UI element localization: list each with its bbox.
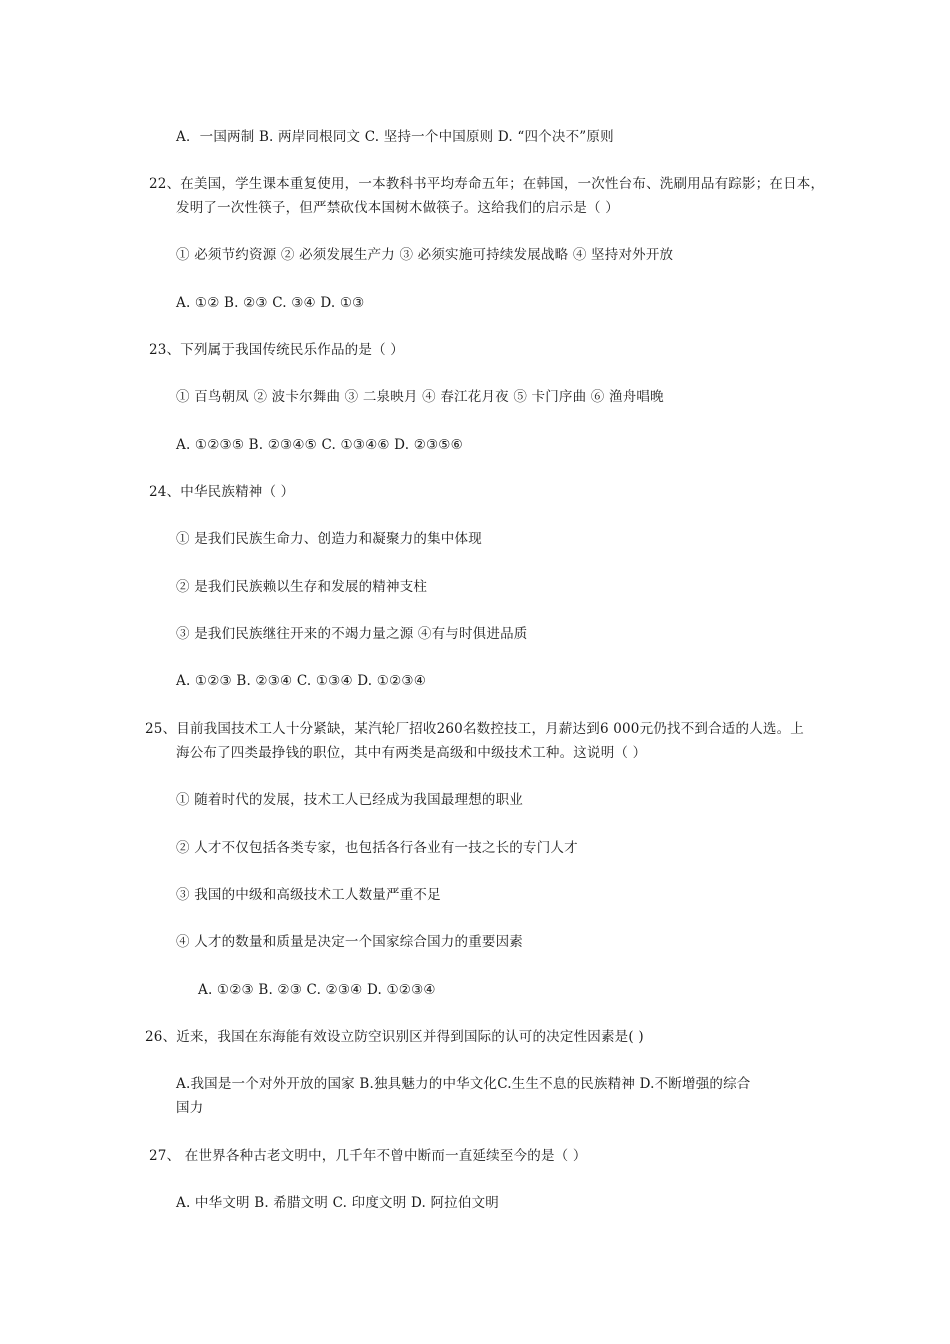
q25-item-4: ④ 人才的数量和质量是决定一个国家综合国力的重要因素 [176,934,523,950]
q26-stem: 26、近来，我国在东海能有效设立防空识别区并得到国际的认可的决定性因素是( ) [145,1029,644,1045]
q23-stem: 23、下列属于我国传统民乐作品的是（ ） [149,342,404,358]
q25-stem-line1: 25、目前我国技术工人十分紧缺，某汽轮厂招收260名数控技工，月薪达到6 000元仍找不到合适的人选。上 [145,721,804,737]
q24-item-1: ① 是我们民族生命力、创造力和凝聚力的集中体现 [176,531,482,547]
q25-item-2: ② 人才不仅包括各类专家，也包括各行各业有一技之长的专门人才 [176,840,578,856]
q24-stem: 24、中华民族精神（ ） [149,484,295,500]
q22-options: A. ①② B. ②③ C. ③④ D. ①③ [176,295,365,311]
q24-options: A. ①②③ B. ②③④ C. ①③④ D. ①②③④ [176,673,426,689]
q22-stem-line1: 22、在美国，学生课本重复使用，一本教科书平均寿命五年；在韩国，一次性台布、洗刷用品有踪影；在日本， [149,176,825,192]
q25-item-3: ③ 我国的中级和高级技术工人数量严重不足 [176,887,441,903]
q24-item-2: ② 是我们民族赖以生存和发展的精神支柱 [176,579,428,595]
q24-item-3: ③ 是我们民族继往开来的不竭力量之源 ④有与时俱进品质 [176,626,528,642]
q25-item-1: ① 随着时代的发展，技术工人已经成为我国最理想的职业 [176,792,523,808]
q22-stem-line2: 发明了一次性筷子，但严禁砍伐本国树木做筷子。这给我们的启示是（ ） [176,200,619,216]
q26-options-line2: 国力 [176,1100,204,1116]
q25-stem-line2: 海公布了四类最挣钱的职位，其中有两类是高级和中级技术工种。这说明（ ） [176,745,647,761]
q26-options-line1: A.我国是一个对外开放的国家 B.独具魅力的中华文化C.生生不息的民族精神 D.不断增强的综合 [176,1076,751,1092]
q25-options: A. ①②③ B. ②③ C. ②③④ D. ①②③④ [198,982,436,998]
q21-options: A．一国两制 B. 两岸同根同文 C. 坚持一个中国原则 D. “四个决不”原则 [176,129,614,145]
q27-options: A. 中华文明 B. 希腊文明 C. 印度文明 D. 阿拉伯文明 [176,1195,499,1211]
q22-items: ① 必须节约资源 ② 必须发展生产力 ③ 必须实施可持续发展战略 ④ 坚持对外开放 [176,247,674,263]
q23-options: A. ①②③⑤ B. ②③④⑤ C. ①③④⑥ D. ②③⑤⑥ [176,437,463,453]
q23-items: ① 百鸟朝凤 ② 波卡尔舞曲 ③ 二泉映月 ④ 春江花月夜 ⑤ 卡门序曲 ⑥ 渔舟唱晚 [176,389,664,405]
q27-stem: 27、 在世界各种古老文明中，几千年不曾中断而一直延续至今的是（ ） [149,1148,587,1164]
